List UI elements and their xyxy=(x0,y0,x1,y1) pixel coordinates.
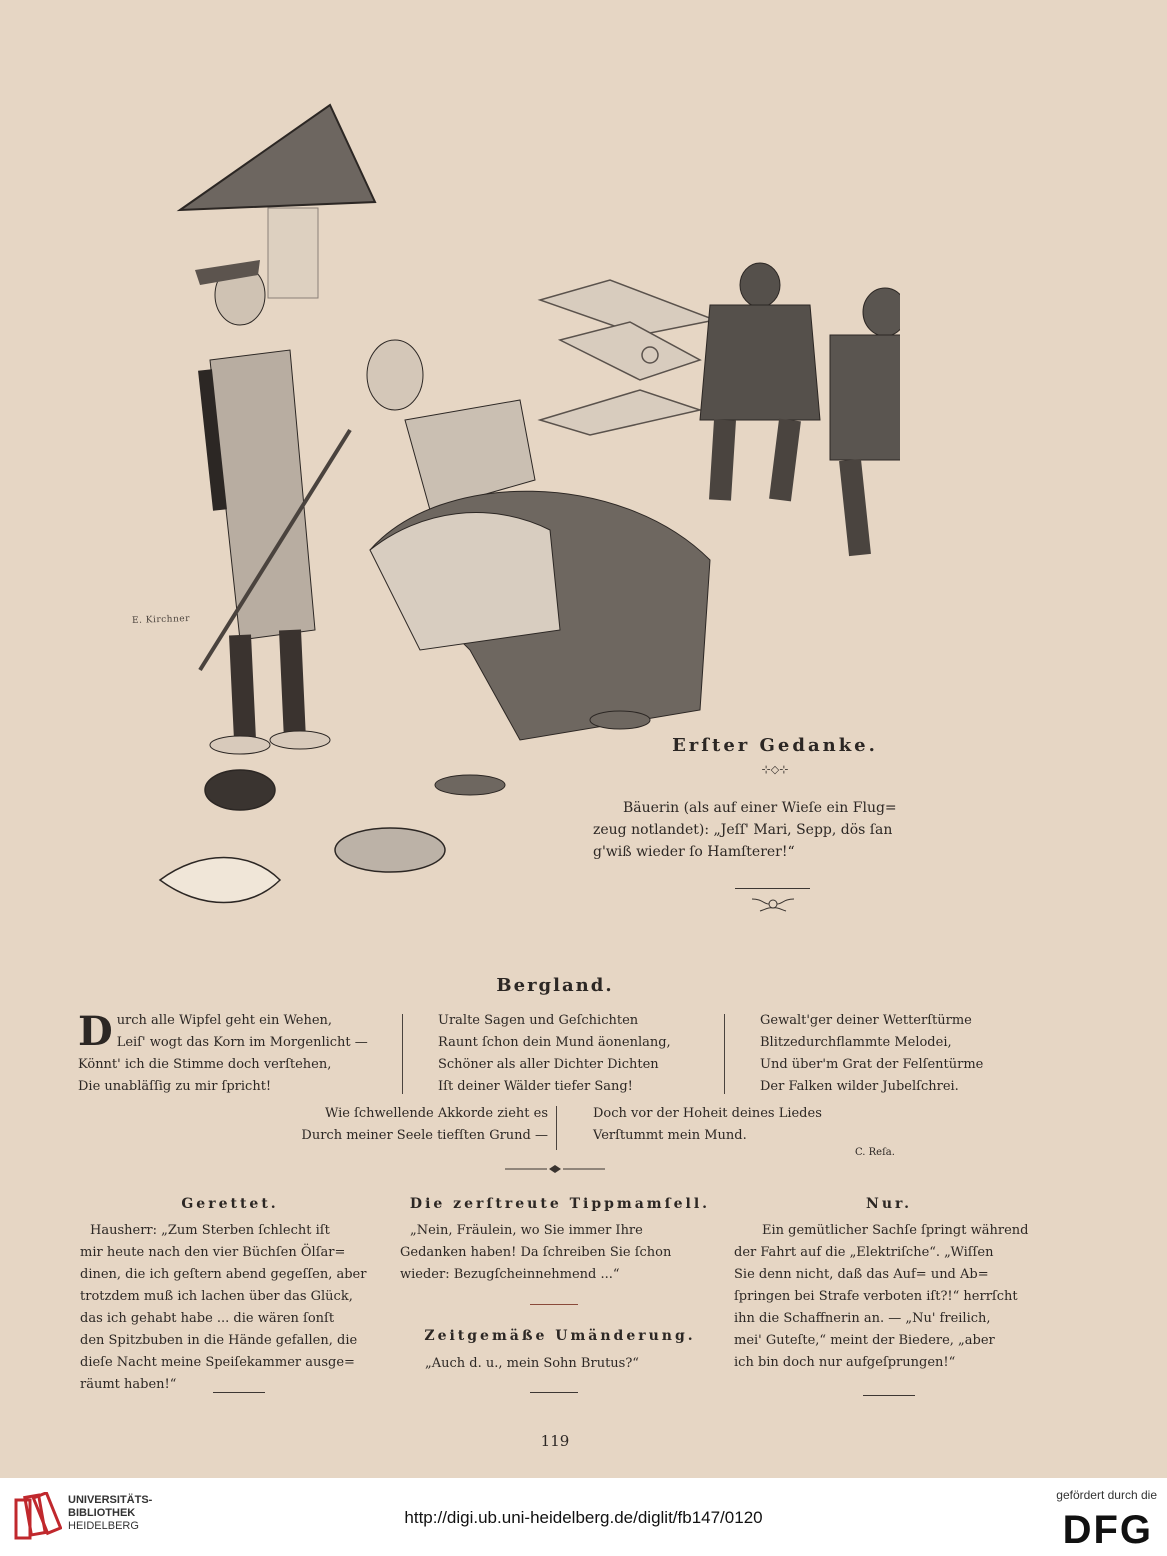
column-divider xyxy=(556,1106,557,1150)
text-line: der Fahrt auf die „Elektriſche“. „Wiſſen xyxy=(734,1245,994,1260)
gerettet-text xyxy=(80,1220,376,1396)
drop-cap: D xyxy=(78,1008,113,1055)
bergland-author: C. Reſa. xyxy=(855,1147,895,1158)
text-line: trotzdem muß ich lachen über das Glück, xyxy=(80,1289,353,1304)
nur-title: Nur. xyxy=(866,1196,912,1212)
section-divider-icon xyxy=(505,1163,605,1175)
divider-line xyxy=(213,1392,265,1393)
text-line: ich bin doch nur aufgeſprungen!“ xyxy=(734,1355,956,1370)
text-line: mei' Guteſte,“ meint der Biedere, „aber xyxy=(734,1333,995,1348)
verse-line: Der Falken wilder Jubelſchrei. xyxy=(760,1079,959,1094)
text-line: Sie denn nicht, daß das Auf= und Ab= xyxy=(734,1267,989,1282)
bergland-stanza-2 xyxy=(438,1010,718,1098)
text-line: ſpringen bei Strafe verboten iſt?!“ herrſcht xyxy=(734,1289,1018,1304)
footer-bar xyxy=(0,1478,1167,1556)
flourish-ornament-icon xyxy=(750,893,796,915)
erster-gedanke-title: Erſter Gedanke. xyxy=(672,735,878,756)
verse-line: Raunt ſchon dein Mund äonenlang, xyxy=(438,1035,671,1050)
text-line: dinen, die ich geſtern abend gegeſſen, aber xyxy=(80,1267,367,1282)
verse-line: Wie ſchwellende Akkorde zieht es xyxy=(324,1106,548,1121)
verse-line: urch alle Wipfel geht ein Wehen, xyxy=(116,1013,333,1028)
page-number: 119 xyxy=(540,1432,570,1450)
verse-line: Gewalt'ger deiner Wetterſtürme xyxy=(760,1013,972,1028)
bergland-title: Bergland. xyxy=(496,975,614,996)
text-line: zeug notlandet): „Jeſſ' Mari, Sepp, dös ſan xyxy=(593,822,893,838)
gerettet-title: Gerettet. xyxy=(181,1196,279,1212)
verse-line: Doch vor der Hoheit deines Liedes xyxy=(593,1106,822,1121)
text-line: mir heute nach den vier Büchſen Ölſar= xyxy=(80,1245,346,1260)
verse-line: Blitzedurchflammte Melodei, xyxy=(760,1035,952,1050)
chickens xyxy=(160,770,445,903)
library-name-line: UNIVERSITÄTS- xyxy=(68,1494,153,1506)
barn-wall xyxy=(268,208,318,298)
funding-label: gefördert durch die xyxy=(1056,1488,1157,1502)
roof xyxy=(180,105,375,210)
verse-line: Schöner als aller Dichter Dichten xyxy=(438,1057,659,1072)
text-line: das ich gehabt habe ... die wären ſonſt xyxy=(80,1311,335,1326)
farmer-figure xyxy=(195,260,350,754)
library-name-line: HEIDELBERG xyxy=(68,1520,139,1532)
verse-line: Verſtummt mein Mund. xyxy=(593,1128,747,1143)
text-line: g'wiß wieder ſo Hamſterer!“ xyxy=(593,844,795,860)
text-line: Gedanken haben! Da ſchreiben Sie ſchon xyxy=(400,1245,672,1260)
small-ornament-icon: ⊹◇⊹ xyxy=(761,763,789,776)
bergland-stanza-1 xyxy=(78,1010,398,1098)
tippmamsell-title: Die zerſtreute Tippmamſell. xyxy=(409,1196,711,1212)
verse-line: Leiſ' wogt das Korn im Morgenlicht — xyxy=(116,1035,368,1050)
umaenderung-title: Zeitgemäße Umänderung. xyxy=(424,1328,696,1344)
tippmamsell-text xyxy=(400,1220,720,1286)
bergland-stanza-4 xyxy=(258,1103,548,1147)
divider-line xyxy=(735,888,810,889)
text-line: räumt haben!“ xyxy=(80,1377,177,1392)
text-line: „Nein, Fräulein, wo Sie immer Ihre xyxy=(410,1223,643,1238)
text-line: ihn die Schaffnerin an. — „Nu' freilich, xyxy=(734,1311,991,1326)
text-line: Bäuerin (als auf einer Wieſe ein Flug= xyxy=(623,800,897,816)
verse-line: Iſt deiner Wälder tiefer Sang! xyxy=(438,1079,633,1094)
text-line: den Spitzbuben in die Hände gefallen, die xyxy=(80,1333,358,1348)
dfg-logo: DFG xyxy=(1062,1508,1153,1552)
bergland-stanza-5 xyxy=(593,1103,893,1147)
bergland-stanza-3 xyxy=(760,1010,1020,1098)
text-line: wieder: Bezugſcheinnehmend ...“ xyxy=(400,1267,620,1282)
library-name-line: BIBLIOTHEK xyxy=(68,1507,136,1519)
column-divider xyxy=(402,1014,403,1094)
divider-line xyxy=(863,1395,915,1396)
nur-text xyxy=(734,1220,1044,1374)
verse-line: Uralte Sagen und Geſchichten xyxy=(438,1013,639,1028)
verse-line: Könnt' ich die Stimme doch verſtehen, xyxy=(78,1057,332,1072)
permalink-url[interactable]: http://digi.ub.uni-heidelberg.de/diglit/fb147/0120 xyxy=(404,1508,763,1527)
umaenderung-text: „Auch d. u., mein Sohn Brutus?“ xyxy=(425,1356,639,1371)
column-divider xyxy=(724,1014,725,1094)
text-line: Hausherr: „Zum Sterben ſchlecht iſt xyxy=(90,1223,330,1238)
verse-line: Und über'm Grat der Felſentürme xyxy=(760,1057,984,1072)
text-line: dieſe Nacht meine Speiſekammer ausge= xyxy=(80,1355,355,1370)
artist-signature: E. Kirchner xyxy=(131,613,191,627)
aviator-figure xyxy=(830,288,900,555)
divider-line xyxy=(530,1392,578,1393)
text-line: Ein gemütlicher Sachſe ſpringt während xyxy=(762,1223,1029,1238)
aviator-figure xyxy=(700,263,820,500)
biplane xyxy=(540,280,715,435)
erster-gedanke-text xyxy=(593,797,963,863)
divider-line xyxy=(530,1304,578,1305)
verse-line: Die unabläſſig zu mir ſpricht! xyxy=(78,1079,272,1094)
verse-line: Durch meiner Seele tiefſten Grund — xyxy=(301,1128,548,1143)
